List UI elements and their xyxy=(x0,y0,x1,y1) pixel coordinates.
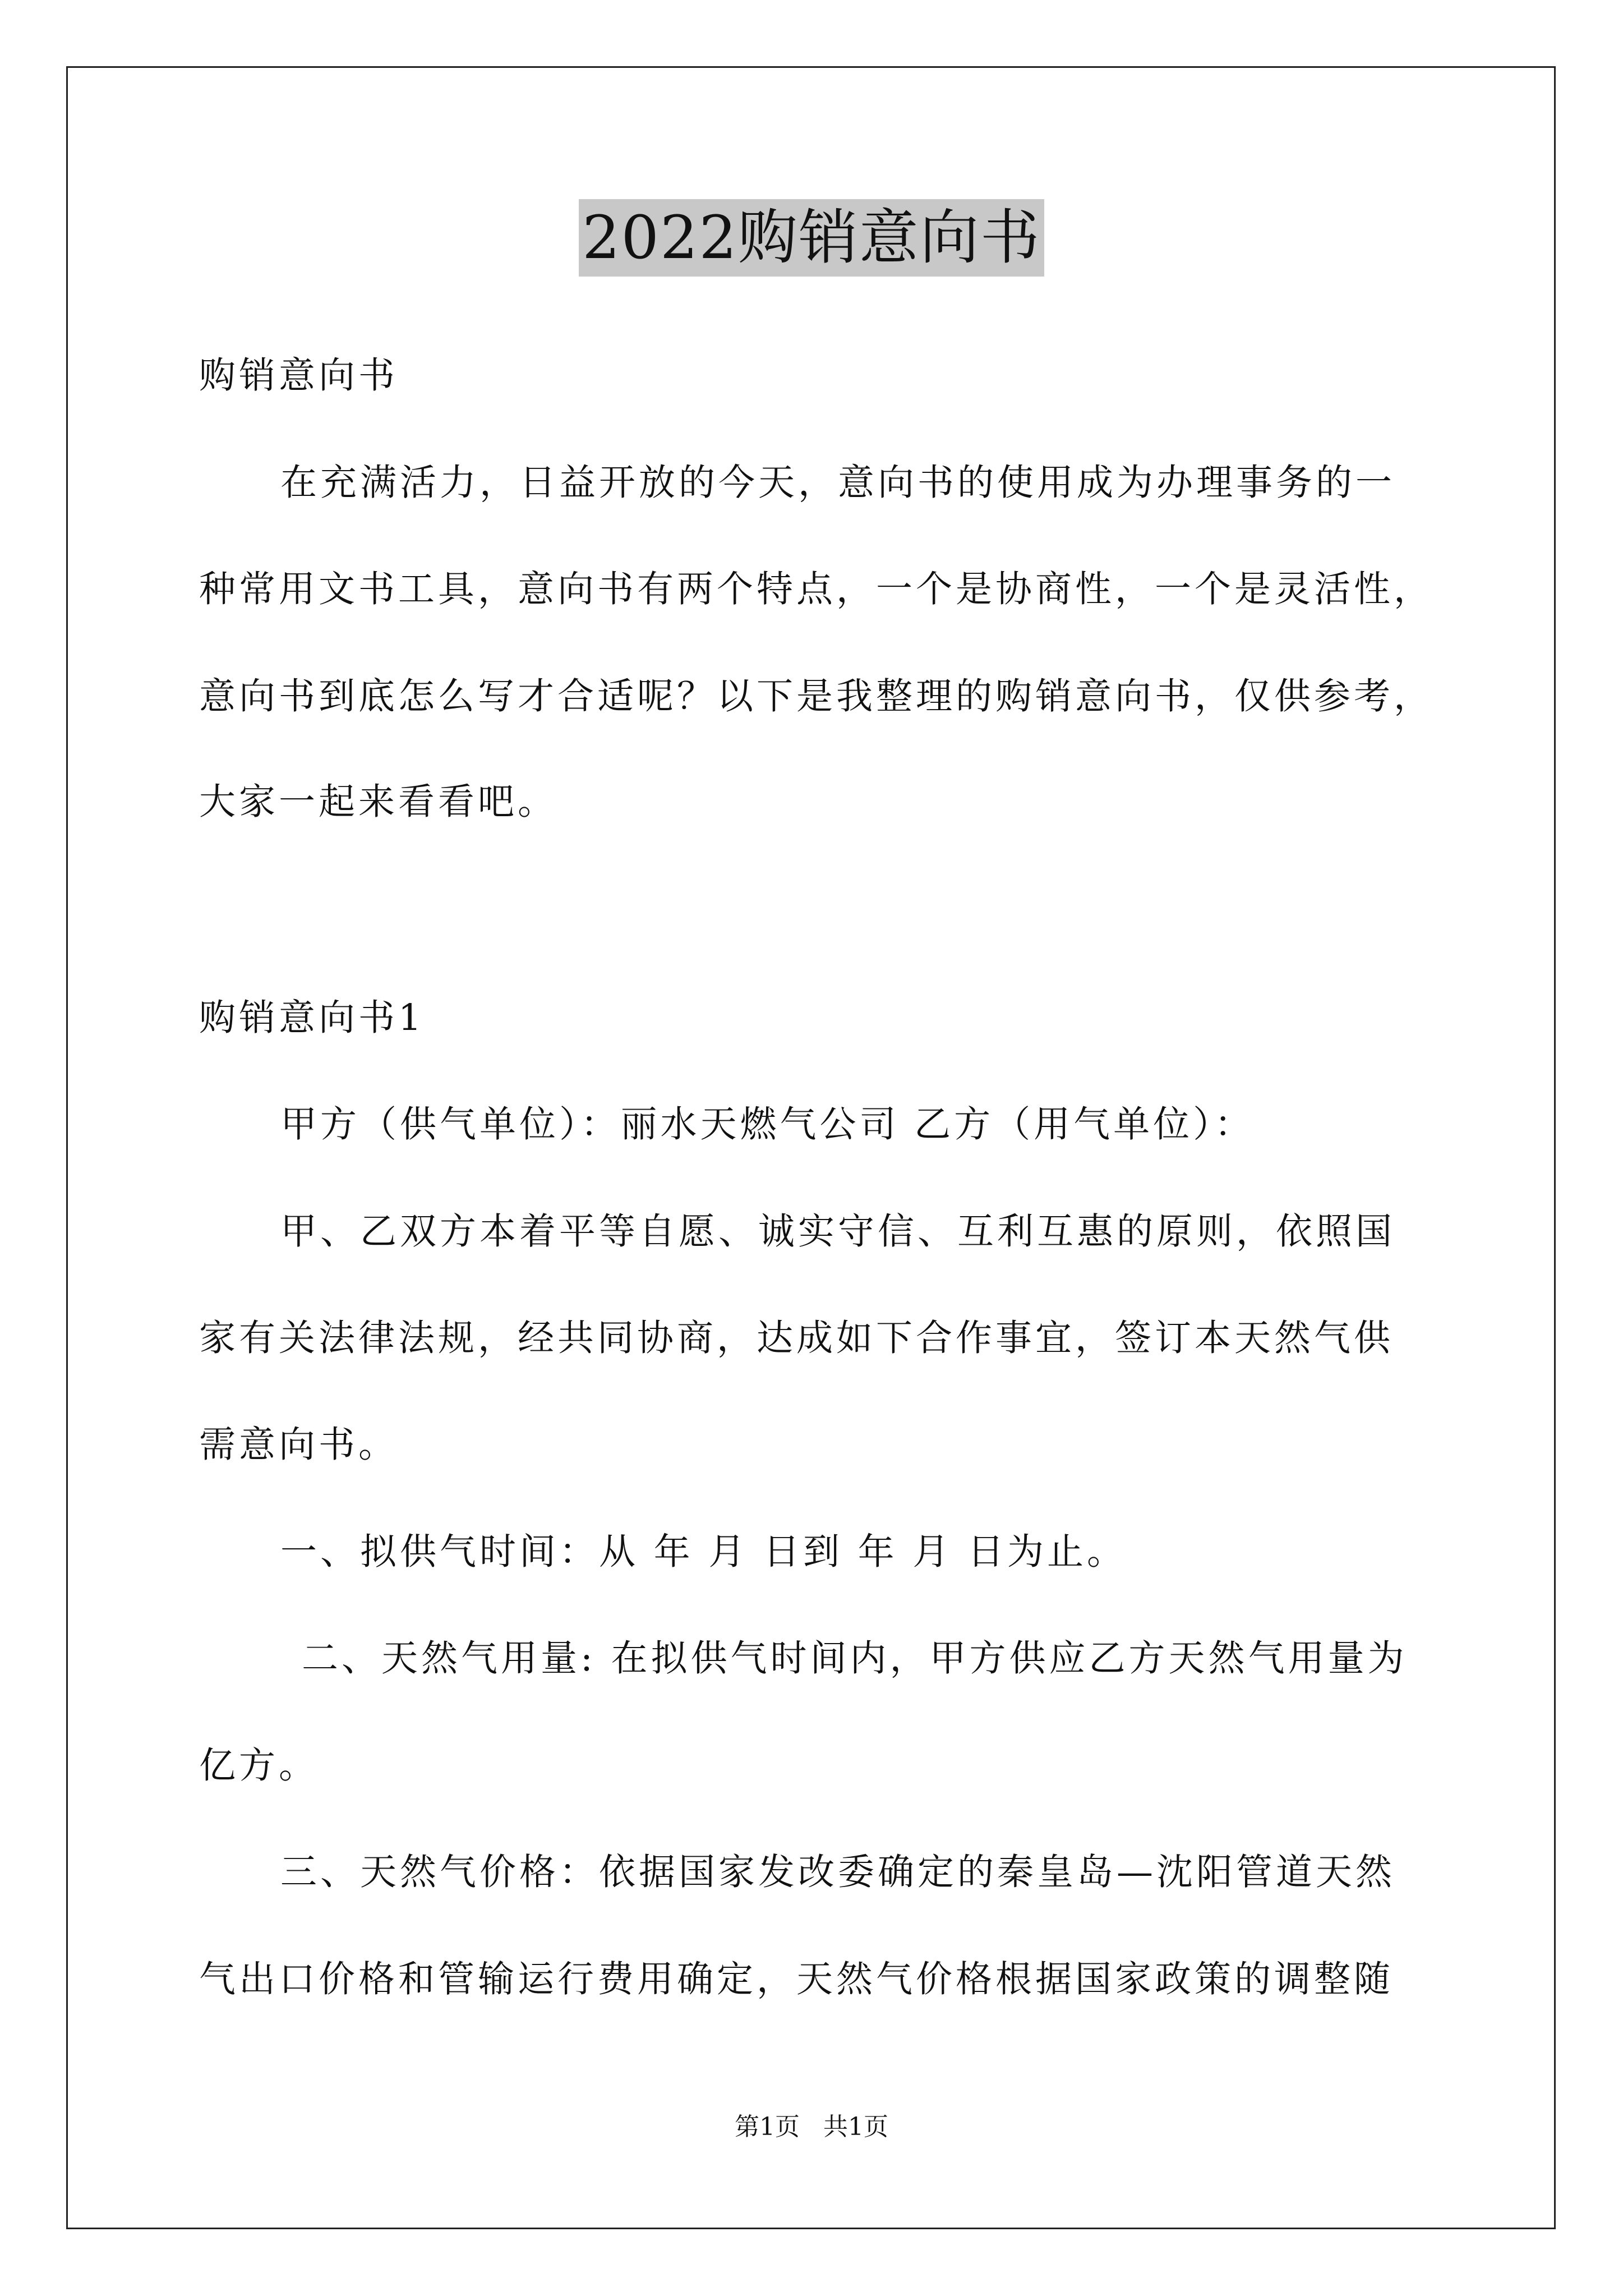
clause-3-line-1: 三、天然气价格：依据国家发改委确定的秦皇岛—沈阳管道天然 xyxy=(280,1851,1396,1893)
page-number-current: 第1页 xyxy=(735,2113,800,2141)
title-wrap xyxy=(0,199,1623,277)
clause-1: 一、拟供气时间：从 年 月 日到 年 月 日为止。 xyxy=(280,1531,1127,1573)
principle-line-1: 甲、乙双方本着平等自愿、诚实守信、互利互惠的原则，依照国 xyxy=(280,1211,1396,1253)
parties-line: 甲方（供气单位）：丽水天燃气公司 乙方（用气单位）： xyxy=(280,1103,1255,1145)
clause-2-line-1: 二、天然气用量: 在拟供气时间内，甲方供应乙方天然气用量为 xyxy=(302,1637,1408,1680)
document-title: 2022购销意向书 xyxy=(579,199,1044,277)
principle-line-3: 需意向书。 xyxy=(199,1424,399,1466)
principle-line-2: 家有关法律法规，经共同协商，达成如下合作事宜，签订本天然气供 xyxy=(199,1317,1394,1359)
intro-line-1: 在充满活力，日益开放的今天，意向书的使用成为办理事务的一 xyxy=(280,462,1396,504)
intro-line-2: 种常用文书工具，意向书有两个特点，一个是协商性，一个是灵活性， xyxy=(199,568,1434,610)
clause-3-line-2: 气出口价格和管输运行费用确定，天然气价格根据国家政策的调整随 xyxy=(199,1958,1394,2000)
page-footer xyxy=(0,2110,1623,2144)
clause-2-line-2: 亿方。 xyxy=(199,1745,319,1787)
intro-line-3: 意向书到底怎么写才合适呢？以下是我整理的购销意向书，仅供参考， xyxy=(199,675,1434,717)
page-number-total: 共1页 xyxy=(823,2113,888,2141)
heading-section-1: 购销意向书1 xyxy=(199,997,425,1039)
intro-line-4: 大家一起来看看吧。 xyxy=(199,781,558,823)
heading-intro: 购销意向书 xyxy=(199,355,399,397)
